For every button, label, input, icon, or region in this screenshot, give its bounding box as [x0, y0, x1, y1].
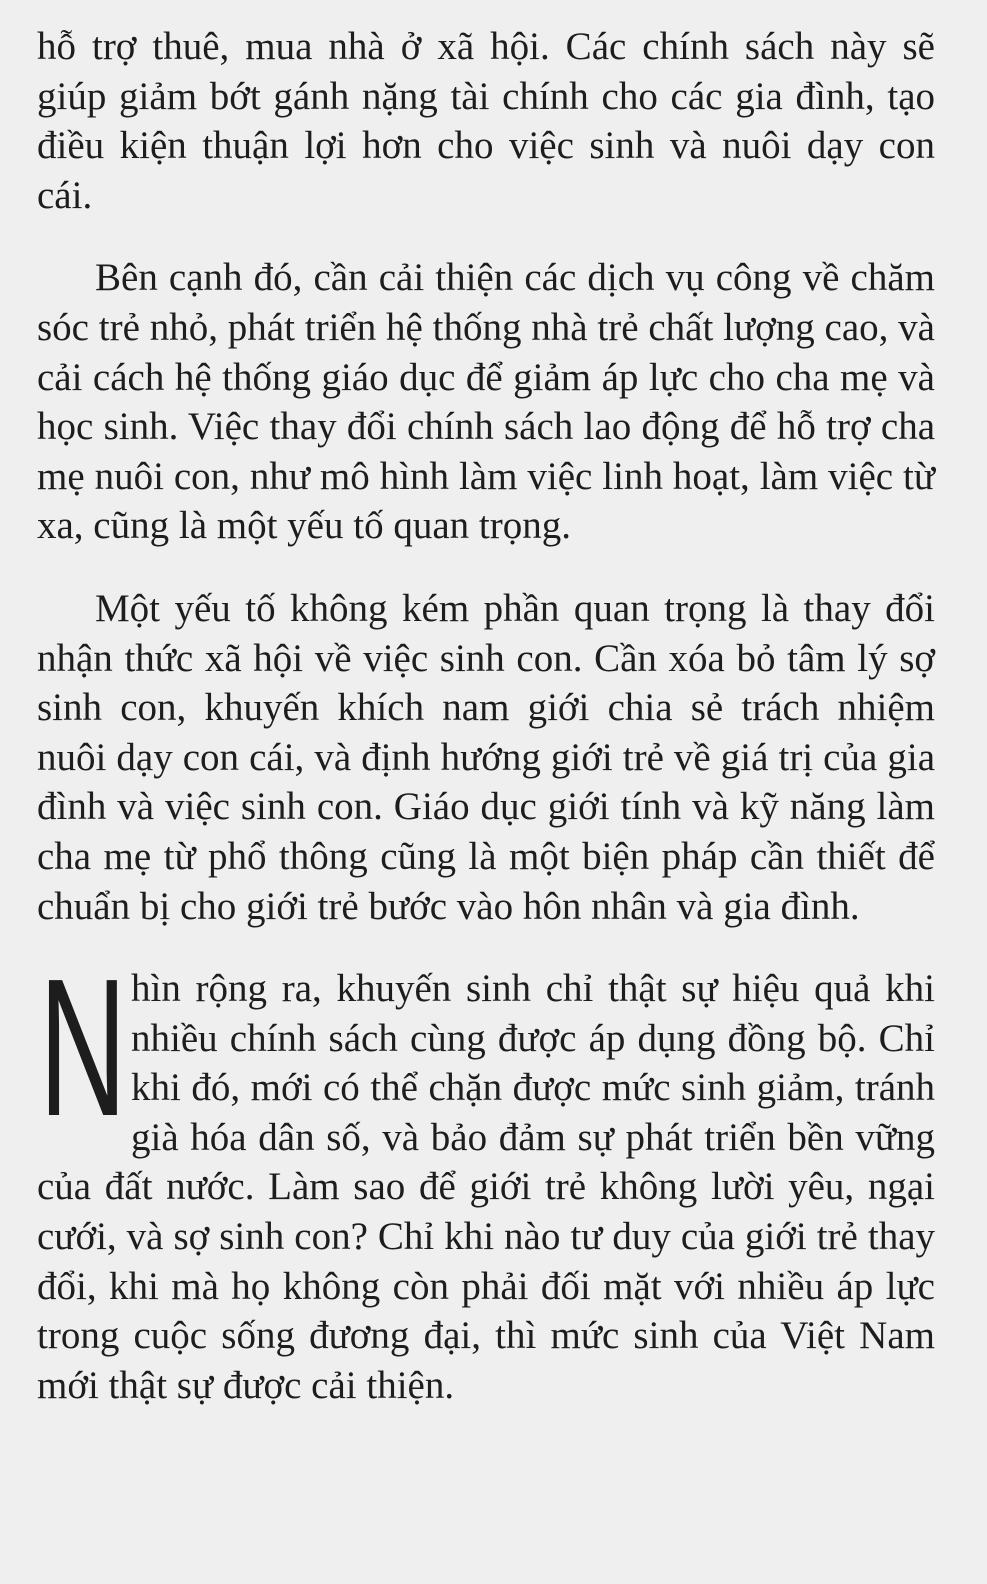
paragraph-3: Một yếu tố không kém phần quan trọng là thay đổi nhận thức xã hội về việc sinh con. Cần xóa bỏ tâm lý sợ sinh con, khuyến khích nam giới chia sẻ trách nhiệm nuôi dạy con cái, và định hướng giới trẻ về giá trị của gia đình và việc sinh con. Giáo dục giới tính và kỹ năng làm cha mẹ từ phổ thông cũng là một biện pháp cần thiết để chuẩn bị cho giới trẻ bước vào hôn nhân và gia đình. — [37, 586, 935, 928]
paragraph-4 — [37, 938, 935, 1410]
drop-cap-letter: N — [39, 938, 127, 1158]
paragraph-1: hỗ trợ thuê, mua nhà ở xã hội. Các chính sách này sẽ giúp giảm bớt gánh nặng tài chính cho các gia đình, tạo điều kiện thuận lợi hơn cho việc sinh và nuôi dạy con cái. — [37, 25, 935, 217]
paragraph-2: Bên cạnh đó, cần cải thiện các dịch vụ công về chăm sóc trẻ nhỏ, phát triển hệ thống nhà trẻ chất lượng cao, và cải cách hệ thống giáo dục để giảm áp lực cho cha mẹ và học sinh. Việc thay đổi chính sách lao động để hỗ trợ cha mẹ nuôi con, như mô hình làm việc linh hoạt, làm việc từ xa, cũng là một yếu tố quan trọng. — [37, 256, 935, 548]
paragraph-4-text: hìn rộng ra, khuyến sinh chỉ thật sự hiệu quả khi nhiều chính sách cùng được áp dụng đồng bộ. Chỉ khi đó, mới có thể chặn được mức sinh giảm, tránh già hóa dân số, và bảo đảm sự phát triển bền vững của đất nước. Làm sao để giới trẻ không lười yêu, ngại cưới, và sợ sinh con? Chỉ khi nào tư duy của giới trẻ thay đổi, khi mà họ không còn phải đối mặt với nhiều áp lực trong cuộc sống đương đại, thì mức sinh của Việt Nam mới thật sự được cải thiện. — [37, 967, 935, 1407]
article-body — [37, 22, 935, 1443]
